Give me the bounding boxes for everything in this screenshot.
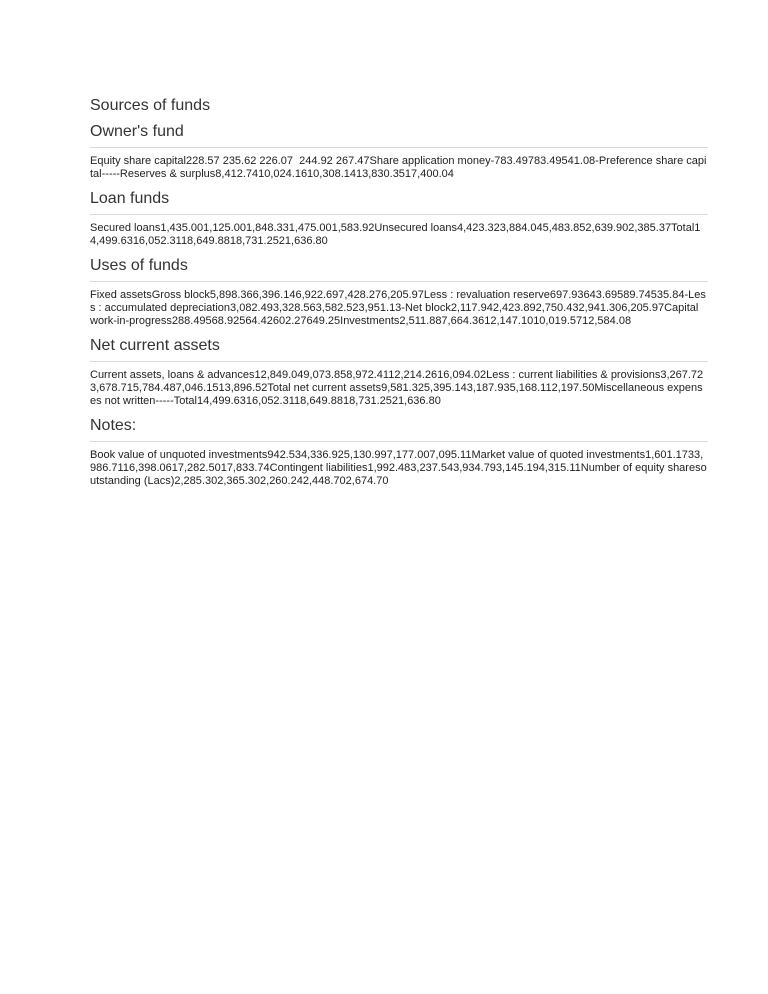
section-body: Book value of unquoted investments942.534,336.925,130.997,177.007,095.11Market value of quoted investments1,601.1733,986.7116,398.0617,282.5017,833.74Contingent liabilities1,992.483,237.543,934.793,145.194,315.11Number of equity sharesoutstanding (Lacs)2,285.302,365.302,260.242,448.702,674.70 [90,449,707,487]
section-uses-of-funds [90,256,708,328]
section-body: Fixed assetsGross block5,898.366,396.146,922.697,428.276,205.97Less : revaluation reserve697.93643.69589.74535.84-Less : accumulated depreciation3,082.493,328.563,582.523,951.13-Net block2,117.942,423.892,750.432,941.306,205.97Capital work-in-progress288.49568.92564.42602.27649.25Investments2,511.887,664.3612,147.1010,019.5712,584.08 [90,289,706,327]
section-heading: Loan funds [90,189,708,215]
section-heading: Uses of funds [90,256,708,282]
document-page [90,96,708,496]
section-body: Current assets, loans & advances12,849.049,073.858,972.4112,214.2616,094.02Less : current liabilities & provisions3,267.723,678.715,784.487,046.1513,896.52Total net current assets9,581.325,395.143,187.935,168.112,197.50Miscellaneous expenses not written-----Total14,499.6316,052.3118,649.8818,731.2521,636.80 [90,369,704,407]
section-loan-funds [90,189,708,248]
section-notes [90,416,708,488]
section-heading: Net current assets [90,336,708,362]
section-heading: Owner's fund [90,122,708,148]
section-owners-fund [90,122,708,181]
section-net-current-assets [90,336,708,408]
section-body: Equity share capital228.57 235.62 226.07 244.92 267.47Share application money-783.49783.49541.08-Preference share capital-----Reserves & surplus8,412.7410,024.1610,308.1413,830.3517,400.04 [90,155,707,180]
section-body: Secured loans1,435.001,125.001,848.331,475.001,583.92Unsecured loans4,423.323,884.045,483.852,639.902,385.37Total14,499.6316,052.3118,649.8818,731.2521,636.80 [90,222,701,247]
section-heading: Notes: [90,416,708,442]
page-title: Sources of funds [90,97,211,114]
